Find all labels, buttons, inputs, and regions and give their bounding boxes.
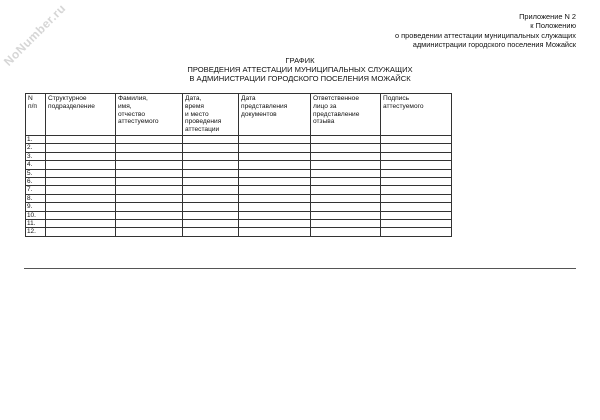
table-cell: [311, 144, 381, 152]
table-cell: [116, 152, 183, 160]
table-cell: [46, 203, 116, 211]
table-cell: [381, 169, 452, 177]
table-cell: [116, 169, 183, 177]
table-cell: [116, 186, 183, 194]
row-number: 3.: [26, 152, 46, 160]
table-row: [26, 161, 452, 169]
column-header-col-full-name: Фамилия, имя, отчество аттестуемого: [116, 94, 183, 136]
table-cell: [311, 228, 381, 236]
table-row: [26, 211, 452, 219]
appendix-line: администрации городского поселения Можайск: [412, 40, 576, 50]
table-cell: [239, 194, 311, 202]
table-cell: [239, 186, 311, 194]
table-cell: [311, 211, 381, 219]
table-cell: [311, 169, 381, 177]
table-cell: [381, 220, 452, 228]
table-cell: [311, 152, 381, 160]
table-cell: [311, 135, 381, 143]
appendix-line: Приложение N 2: [519, 12, 576, 21]
table-cell: [183, 169, 239, 177]
row-number: 10.: [26, 211, 46, 219]
table-cell: [239, 152, 311, 160]
table-header-row: [26, 94, 452, 136]
table-cell: [381, 211, 452, 219]
table-cell: [183, 135, 239, 143]
title-line: ГРАФИК: [285, 56, 315, 65]
table-cell: [381, 152, 452, 160]
table-cell: [46, 144, 116, 152]
column-header-col-docs-date: Дата представления документов: [239, 94, 311, 136]
watermark: NoNumber.ru: [0, 1, 69, 69]
appendix-line: к Положению: [530, 21, 576, 31]
table-cell: [183, 220, 239, 228]
table-cell: [46, 211, 116, 219]
table-cell: [311, 186, 381, 194]
table-cell: [46, 228, 116, 236]
row-number: 5.: [26, 169, 46, 177]
table-cell: [239, 178, 311, 186]
table-cell: [381, 178, 452, 186]
table-row: [26, 220, 452, 228]
table-cell: [183, 228, 239, 236]
table-cell: [46, 186, 116, 194]
table-row: [26, 203, 452, 211]
row-number: 7.: [26, 186, 46, 194]
table-body: [26, 135, 452, 236]
table-cell: [239, 220, 311, 228]
table-cell: [46, 152, 116, 160]
table-cell: [311, 161, 381, 169]
table-cell: [311, 203, 381, 211]
table-cell: [239, 135, 311, 143]
column-header-col-department: Структурное подразделение: [46, 94, 116, 136]
row-number: 12.: [26, 228, 46, 236]
table-cell: [183, 161, 239, 169]
table-cell: [239, 203, 311, 211]
table-cell: [183, 144, 239, 152]
table-row: [26, 135, 452, 143]
divider-line: [24, 268, 576, 269]
table-cell: [239, 144, 311, 152]
schedule-table: [25, 93, 452, 237]
table-row: [26, 194, 452, 202]
table-cell: [381, 203, 452, 211]
column-header-col-responsible: Ответственное лицо за представление отзыва: [311, 94, 381, 136]
table-cell: [311, 220, 381, 228]
table-cell: [116, 211, 183, 219]
row-number: 6.: [26, 178, 46, 186]
table-cell: [381, 144, 452, 152]
row-number: 1.: [26, 135, 46, 143]
table-cell: [183, 186, 239, 194]
table-cell: [239, 161, 311, 169]
table-cell: [116, 194, 183, 202]
table-cell: [116, 144, 183, 152]
table-cell: [381, 161, 452, 169]
row-number: 9.: [26, 203, 46, 211]
table-cell: [381, 135, 452, 143]
table-cell: [46, 178, 116, 186]
table-cell: [116, 161, 183, 169]
table-cell: [381, 228, 452, 236]
table-cell: [116, 220, 183, 228]
table-cell: [116, 135, 183, 143]
table-cell: [116, 203, 183, 211]
row-number: 4.: [26, 161, 46, 169]
table-row: [26, 228, 452, 236]
table-cell: [183, 152, 239, 160]
table-cell: [239, 169, 311, 177]
table-cell: [46, 161, 116, 169]
table-row: [26, 152, 452, 160]
table-cell: [183, 203, 239, 211]
column-header-col-number: N п/п: [26, 94, 46, 136]
title-line: В АДМИНИСТРАЦИИ ГОРОДСКОГО ПОСЕЛЕНИЯ МОЖАЙСК: [189, 74, 411, 83]
table-cell: [381, 186, 452, 194]
table-cell: [46, 194, 116, 202]
appendix-line: о проведении аттестации муниципальных служащих: [395, 30, 576, 40]
table-row: [26, 169, 452, 177]
row-number: 8.: [26, 194, 46, 202]
table-cell: [46, 169, 116, 177]
row-number: 11.: [26, 220, 46, 228]
table-cell: [311, 178, 381, 186]
title-line: ПРОВЕДЕНИЯ АТТЕСТАЦИИ МУНИЦИПАЛЬНЫХ СЛУЖАЩИХ: [187, 65, 413, 74]
table-cell: [116, 178, 183, 186]
table-cell: [46, 135, 116, 143]
table-cell: [239, 211, 311, 219]
column-header-col-date-place: Дата, время и место проведения аттестации: [183, 94, 239, 136]
table-cell: [239, 228, 311, 236]
table-cell: [116, 228, 183, 236]
table-row: [26, 144, 452, 152]
table-cell: [183, 194, 239, 202]
table-cell: [311, 194, 381, 202]
column-header-col-signature: Подпись аттестуемого: [381, 94, 452, 136]
document-title: [0, 56, 600, 83]
table-cell: [183, 178, 239, 186]
table-row: [26, 186, 452, 194]
table-row: [26, 178, 452, 186]
table-cell: [46, 220, 116, 228]
row-number: 2.: [26, 144, 46, 152]
table-cell: [381, 194, 452, 202]
appendix-note: [395, 12, 576, 50]
table-cell: [183, 211, 239, 219]
